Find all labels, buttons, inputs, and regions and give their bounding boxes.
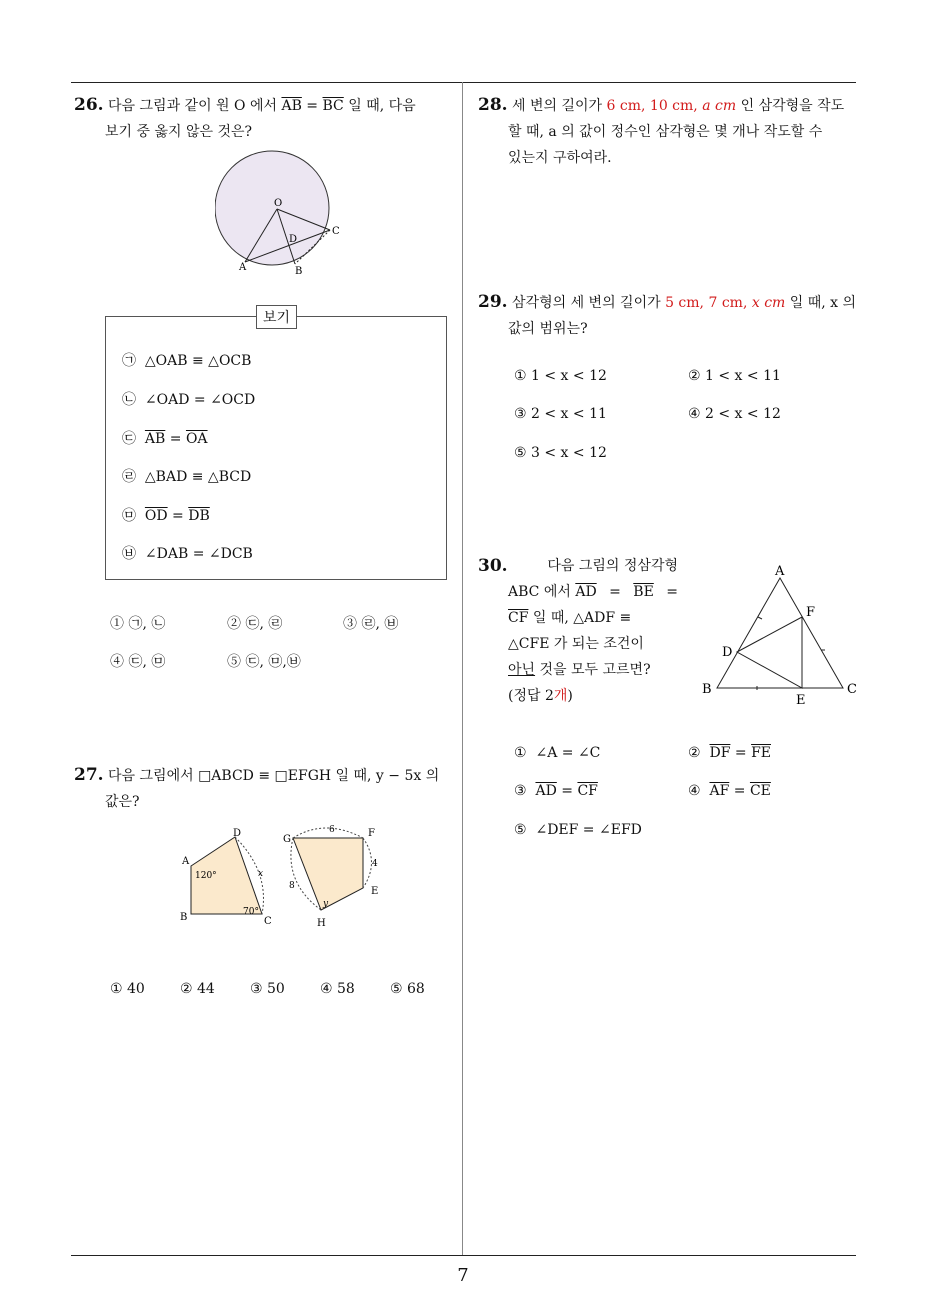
svg-text:F: F <box>368 828 375 839</box>
bogi-item-4: ㉣ △BAD ≡ △BCD <box>122 469 252 485</box>
svg-text:E: E <box>796 693 806 708</box>
svg-text:70°: 70° <box>243 907 259 917</box>
q27-choice-5[interactable]: ⑤ 68 <box>390 981 425 997</box>
q29-choice-5[interactable]: ⑤ 3 < x < 12 <box>514 445 607 461</box>
q27-number: 27. <box>74 765 104 785</box>
question-28: 28. 세 변의 길이가 6 cm, 10 cm, a cm 인 삼각형을 작도 할 때, a 의 값이 정수인 삼각형은 몇 개나 작도할 수 있는지 구하여라. <box>478 95 845 166</box>
svg-text:4: 4 <box>372 859 378 869</box>
bogi-item-6: ㉥ ∠DAB = ∠DCB <box>122 546 253 562</box>
q29-choice-3[interactable]: ③ 2 < x < 11 <box>514 406 607 422</box>
footer-rule <box>71 1255 856 1256</box>
q26-choice-3[interactable]: ③ ㉣, ㉥ <box>343 616 399 632</box>
q27-choice-1[interactable]: ① 40 <box>110 981 145 997</box>
bogi-item-1: ㉠ △OAB ≡ △OCB <box>122 353 252 369</box>
svg-text:D: D <box>233 828 242 839</box>
q26-choice-5[interactable]: ⑤ ㉢, ㉤,㉥ <box>227 654 301 670</box>
label-C: C <box>332 226 340 237</box>
q30-choice-3[interactable]: ③ $\overline{AD} = \overline{CF}$ <box>514 783 598 799</box>
svg-text:C: C <box>847 682 857 697</box>
svg-text:F: F <box>806 605 816 620</box>
svg-text:E: E <box>371 886 379 897</box>
svg-text:x: x <box>258 869 264 879</box>
svg-text:120°: 120° <box>195 871 217 881</box>
q30-choice-4[interactable]: ④ $\overline{AF} = \overline{CE}$ <box>688 783 771 799</box>
svg-text:8: 8 <box>289 881 295 891</box>
bogi-title: 보기 <box>256 305 297 329</box>
bogi-item-3: ㉢ $\overline{AB} = \overline{OA}$ <box>122 431 208 447</box>
svg-text:y: y <box>323 899 329 909</box>
q28-number: 28. <box>478 95 508 115</box>
bogi-item-2: ㉡ ∠OAD = ∠OCD <box>122 392 256 408</box>
q30-choice-2[interactable]: ② $\overline{DF} = \overline{FE}$ <box>688 745 771 761</box>
bogi-item-5: ㉤ $\overline{OD} = \overline{DB}$ <box>122 508 210 524</box>
svg-text:B: B <box>702 682 712 697</box>
label-A: A <box>239 262 247 273</box>
q27-choice-2[interactable]: ② 44 <box>180 981 215 997</box>
column-divider <box>462 82 463 1256</box>
q30-choice-1[interactable]: ① ∠A = ∠C <box>514 745 601 761</box>
svg-text:H: H <box>317 918 326 929</box>
q26-number: 26. <box>74 95 104 115</box>
q30-number: 30. <box>478 556 508 576</box>
q30-choice-5[interactable]: ⑤ ∠DEF = ∠EFD <box>514 822 642 838</box>
q29-choice-2[interactable]: ② 1 < x < 11 <box>688 368 781 384</box>
svg-text:A: A <box>182 856 190 867</box>
svg-text:B: B <box>180 912 188 923</box>
label-D: D <box>289 234 298 245</box>
svg-text:D: D <box>722 645 733 660</box>
header-rule <box>71 82 856 83</box>
q26-choice-4[interactable]: ④ ㉢, ㉤ <box>110 654 166 670</box>
question-26 <box>74 92 459 145</box>
label-B: B <box>295 266 303 275</box>
q26-line2: 보기 중 옳지 않은 것은? <box>105 124 253 140</box>
q27-quadrilateral-figure <box>175 822 390 930</box>
label-O: O <box>274 198 283 209</box>
q27-choice-4[interactable]: ④ 58 <box>320 981 355 997</box>
svg-text:6: 6 <box>329 825 335 835</box>
q29-choice-1[interactable]: ① 1 < x < 12 <box>514 368 607 384</box>
q27-choice-3[interactable]: ③ 50 <box>250 981 285 997</box>
q26-circle-figure <box>215 150 340 275</box>
question-29: 29. 삼각형의 세 변의 길이가 5 cm, 7 cm, x cm 일 때, x 의 값의 범위는? <box>478 292 857 337</box>
svg-text:C: C <box>264 916 272 927</box>
q30-triangle-figure <box>695 560 865 710</box>
q26-choice-1[interactable]: ① ㉠, ㉡ <box>110 616 166 632</box>
question-30: 30. 다음 그림의 정삼각형 ABC 에서 $\overline{AD}$ = $\overline{BE}$ = $\overline{CF}$ 일 때, △ADF ≡ △CFE 가 되는 조건이 아닌 것을 모두 고르면? (정답 2개) <box>478 553 678 709</box>
svg-text:G: G <box>283 834 291 845</box>
q26-choice-2[interactable]: ② ㉢, ㉣ <box>227 616 283 632</box>
q29-number: 29. <box>478 292 508 312</box>
page-number: 7 <box>457 1265 469 1286</box>
question-27: 27. 다음 그림에서 □ABCD ≡ □EFGH 일 때, y − 5x 의 값은? <box>74 765 440 810</box>
q29-choice-4[interactable]: ④ 2 < x < 12 <box>688 406 781 422</box>
svg-text:A: A <box>775 564 785 579</box>
q26-line1: 26. 다음 그림과 같이 원 O 에서 $\overline{AB} = \overline{BC}$ 일 때, 다음 <box>74 95 416 115</box>
